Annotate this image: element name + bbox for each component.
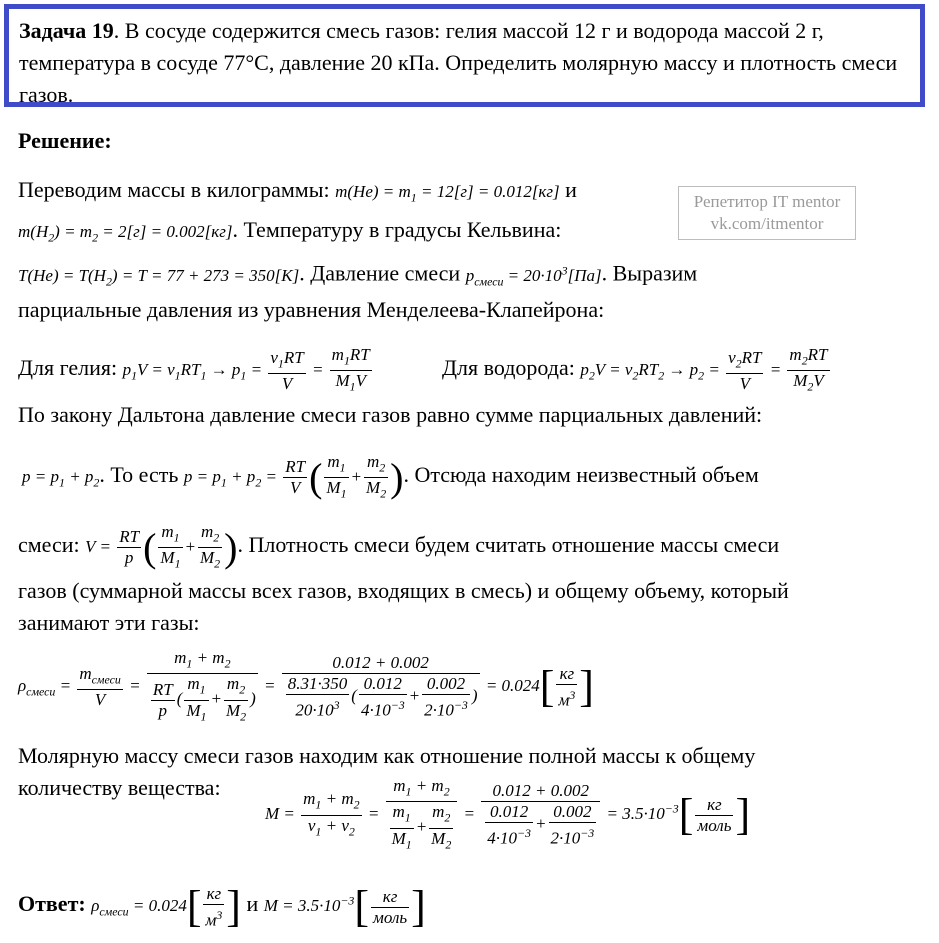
watermark	[678, 186, 856, 240]
helium-line: Для гелия: $p_1V = \nu_1RT_1 \to p_1$ = $\frac{\nu_1RT}{V}$ = $\frac{m_1RT}{M_1V}$	[18, 345, 374, 397]
task-text: . В сосуде содержится смесь газов: гелия массой 12 г и водорода массой 2 г, температура в сосуде 77°С, давление 20 кПа. Определить молярную массу и плотность смеси газов.	[19, 18, 898, 107]
masses-line-2: $m(H_2) = m_2 = 2[г] = 0.002[кг]$. Температуру в градусы Кельвина:	[18, 217, 562, 245]
task-statement	[4, 4, 925, 107]
formula-molar: M = $\frac{m_1 + m_2}{\nu_1 + \nu_2}$ = $m_1 + m_2$ $\frac{m_1}{M_1}$ + $\frac{m_2}{M_2}$ = 0.012 + 0.002 $\frac{0.012}{4\cdot 10^{-3}}$ + $\frac{0.002}{2\cdot 10^{-3}}$ = $3.5\cdot 10^{-3}$[ $\frac{кг}{\text{моль}}$ ]	[265, 776, 751, 852]
hydrogen-line: Для водорода: $p_2V = \nu_2RT_2 \to p_2$ = $\frac{\nu_2RT}{V}$ = $\frac{m_2RT}{M_2V}$	[442, 345, 832, 397]
molar-formula-line	[265, 776, 750, 854]
watermark-line2: vk.com/itmentor	[710, 214, 824, 233]
formula-hydrogen: $p_2V = \nu_2RT_2 \to p_2$ = $\frac{\nu_2RT}{V}$ = $\frac{m_2RT}{M_2V}$	[580, 345, 828, 394]
volume-line: смеси: V = $\frac{RT}{p}$ ( $\frac{m_1}{M_1}$ + $\frac{m_2}{M_2}$ ). Плотность смеси будем считать отношение массы смеси	[18, 522, 780, 571]
answer-molar: $M = 3.5\cdot 10^{-3}$[ $\frac{кг}{\text{моль}}$ ]	[263, 882, 426, 932]
masses-line: Переводим массы в килограммы: $m(He) = m_1 = 12[г] = 0.012[кг]$ и	[18, 177, 577, 205]
partial-pressures-line: парциальные давления из уравнения Менделеева-Клапейрона:	[18, 297, 605, 322]
formula-temperature: $T(He) = T(H_2) = T = 77 + 273 = 350[K]$	[18, 265, 300, 289]
sum-line: $p = p_1 + p_2$. То есть $p = p_1 + p_2$ = $\frac{RT}{V}$ ( $\frac{m_1}{M_1}$ + $\frac{m_2}{M_2}$ ). Отсюда находим неизвестный объем	[22, 452, 759, 501]
molar-text: Молярную массу смеси газов находим как отношение полной массы к общему	[18, 743, 756, 768]
answer-line: Ответ: $\rho_{смеси} = 0.024$[ $\frac{кг}{м^3}$ ] и $M = 3.5\cdot 10^{-3}$[ $\frac{кг}{\text{моль}}$ ]	[18, 882, 426, 932]
density-text-3: занимают эти газы:	[18, 610, 200, 635]
task-title: Задача 19	[19, 18, 114, 43]
temperature-line: $T(He) = T(H_2) = T = 77 + 273 = 350[K]$. Давление смеси $p_{смеси} = 20\cdot 10^3[Па]$. Выразим	[18, 260, 698, 289]
formula-helium: $p_1V = \nu_1RT_1 \to p_1$ = $\frac{\nu_1RT}{V}$ = $\frac{m_1RT}{M_1V}$	[122, 345, 370, 394]
formula-volume: V = $\frac{RT}{p}$ ( $\frac{m_1}{M_1}$ + $\frac{m_2}{M_2}$ )	[85, 522, 238, 571]
answer-density: $\rho_{смеси} = 0.024$[ $\frac{кг}{м^3}$ ]	[91, 882, 241, 932]
watermark-line1: Репетитор IT mentor	[693, 192, 841, 211]
dalton-line: По закону Дальтона давление смеси газов равно сумме парциальных давлений:	[18, 402, 763, 427]
formula-sum: $p = p_1 + p_2$ = $\frac{RT}{V}$ ( $\frac{m_1}{M_1}$ + $\frac{m_2}{M_2}$ )	[183, 452, 404, 501]
formula-density: $\rho_{смеси}$ = $\frac{m_{смеси}}{V}$ = $m_1 + m_2$ $\frac{RT}{p}$ ( $\frac{m_1}{M_1}$ + $\frac{m_2}{M_2}$ ) = 0.012 + 0.002 $\frac{8.31\cdot 350}{20\cdot 10^3}$ ( $\frac{0.012}{4\cdot 10^{-3}}$ + $\frac{0.002}{2\cdot 10^{-3}}$ ) = 0.024[ $\frac{кг}{м^3}$ ]	[18, 648, 594, 724]
formula-m1: $m(He) = m_1 = 12[г] = 0.012[кг]$	[335, 182, 560, 205]
density-formula-line	[18, 648, 594, 726]
density-text-2: газов (суммарной массы всех газов, входящих в смесь) и общему объему, который	[18, 578, 789, 603]
formula-pressure: $p_{смеси} = 20\cdot 10^3[Па]$	[465, 263, 602, 289]
molar-text-2: количеству вещества:	[18, 775, 221, 800]
formula-m2: $m(H_2) = m_2 = 2[г] = 0.002[кг]$	[18, 222, 233, 245]
solution-label: Решение:	[18, 128, 112, 153]
